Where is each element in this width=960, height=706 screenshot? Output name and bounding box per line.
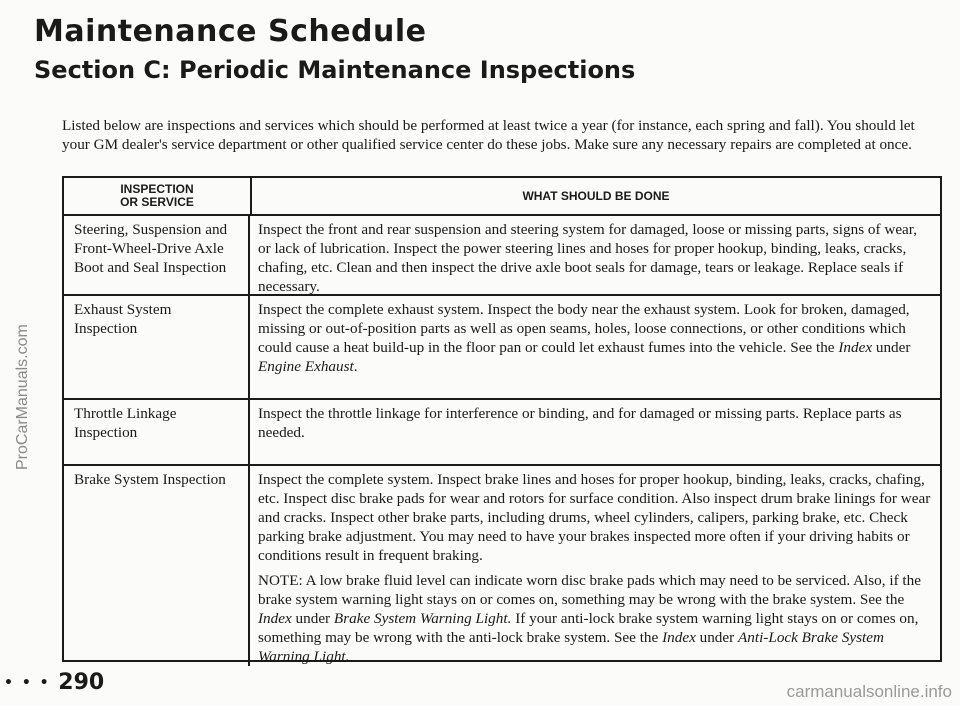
- page-number: [4, 670, 104, 695]
- exhaust-desc-text: Inspect the complete exhaust system. Inspect the body near the exhaust system. Look for broken, damaged, missing or out-of-position parts as well as open seams, holes, loose connections, or other conditions which could cause a heat build-up in the floor pan or could let exhaust fumes into the vehicle. See the: [258, 301, 910, 356]
- header-what: WHAT SHOULD BE DONE: [522, 189, 670, 203]
- brake-desc-text: Inspect the complete system. Inspect brake lines and hoses for proper hookup, binding, leaks, cracks, chafing, etc. Inspect disc brake pads for wear and rotors for surface condition. Also inspect drum brake linings for wear and cracks. Inspect other brake parts, including drums, wheel cylinders, calipers, parking brake, etc. Check parking brake adjustment. You may need to have your brakes inspected more often if your driving habits or conditions result in frequent braking.: [258, 471, 931, 564]
- header-inspection-line1: INSPECTION: [120, 182, 194, 196]
- engine-exhaust-ref: Engine Exhaust: [258, 358, 354, 375]
- table-header: [64, 178, 940, 216]
- note-text-1: NOTE: A low brake fluid level can indicate worn disc brake pads which may need to be serviced. Also, if the brake system warning light stays on or comes on, something may be wrong with the brake system. See the: [258, 572, 921, 608]
- note-text-2: If your anti-lock brake system warning light stays on or comes on, something may be wrong with the anti-lock brake system. See the: [258, 610, 919, 646]
- table-row: [64, 466, 940, 666]
- under-text-2: under: [695, 629, 738, 646]
- brake-warning-ref: Brake System Warning Light.: [333, 610, 512, 627]
- table-row: [64, 400, 940, 466]
- watermark-bottom: carmanualsonline.info: [786, 682, 952, 701]
- index-ref-1: Index: [258, 610, 292, 627]
- row-item-brake: Brake System Inspection: [64, 466, 250, 666]
- inspection-table: [62, 176, 942, 665]
- row-desc-brake: [250, 466, 940, 666]
- row-item-exhaust: Exhaust System Inspection: [64, 296, 250, 398]
- under-text-1: under: [291, 610, 334, 627]
- table-row: [64, 216, 940, 296]
- section-subtitle: Section C: Periodic Maintenance Inspections: [34, 56, 636, 84]
- row-item-steering: Steering, Suspension and Front-Wheel-Drive Axle Boot and Seal Inspection: [64, 216, 250, 294]
- row-desc-throttle: Inspect the throttle linkage for interference or binding, and for damaged or missing parts. Replace parts as needed.: [258, 405, 902, 441]
- row-desc-exhaust: [250, 296, 940, 398]
- page-dots: • • •: [4, 675, 51, 691]
- row-item-throttle: Throttle Linkage Inspection: [64, 400, 250, 464]
- watermark-left: ProCarManuals.com: [14, 324, 31, 470]
- under-text: under: [872, 339, 911, 356]
- antilock-warning-ref: Anti-Lock Brake System Warning Light.: [258, 629, 884, 665]
- period-text: .: [353, 358, 358, 375]
- intro-paragraph: Listed below are inspections and services which should be performed at least twice a year (for instance, each spring and fall). You should let your GM dealer's service department or other qualified service center do these jobs. Make sure any necessary repairs are completed at once.: [62, 117, 915, 153]
- index-ref-2: Index: [662, 629, 696, 646]
- brake-note: [258, 571, 932, 666]
- index-ref: Index: [838, 339, 873, 356]
- row-desc-steering: Inspect the front and rear suspension and steering system for damaged, loose or missing parts, signs of wear, or lack of lubrication. Inspect the power steering lines and hoses for proper hookup, binding, leaks, cracks, chafing, etc. Clean and then inspect the drive axle boot seals for damage, tears or leakage. Replace seals if necessary.: [258, 221, 918, 295]
- page-title: Maintenance Schedule: [34, 14, 427, 49]
- header-inspection: [64, 178, 252, 214]
- table-row: [64, 296, 940, 400]
- header-inspection-line2: OR SERVICE: [120, 195, 194, 209]
- page-number-value: 290: [58, 670, 105, 695]
